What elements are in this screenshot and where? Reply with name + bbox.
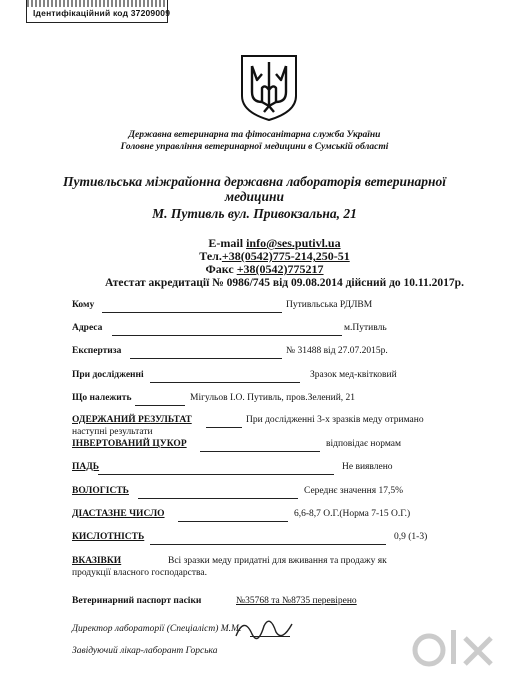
underline bbox=[98, 474, 334, 475]
field-label: Кому bbox=[72, 300, 95, 310]
lab-name-line-1: Путивльська міжрайонна державна лабораторія ветеринарної bbox=[63, 174, 446, 189]
field-value: Зразок мед-квітковий bbox=[310, 370, 397, 380]
field-label: Експертиза bbox=[72, 346, 122, 356]
trident-emblem-icon bbox=[238, 52, 300, 122]
lab-address: М. Путивль вул. Привокзальна, 21 bbox=[152, 206, 357, 221]
underline bbox=[130, 358, 282, 359]
acidity-label: КИСЛОТНІСТЬ bbox=[72, 532, 145, 542]
underline bbox=[150, 382, 300, 383]
underline bbox=[112, 335, 342, 336]
humidity-label: ВОЛОГІСТЬ bbox=[72, 486, 129, 496]
field-value: Путивльська РДЛВМ bbox=[286, 300, 373, 310]
underline bbox=[206, 427, 242, 428]
inverted-sugar-value: відповідає нормам bbox=[326, 439, 402, 449]
email-label: E-mail bbox=[208, 236, 247, 250]
field-value: № 31488 від 27.07.2015р. bbox=[286, 346, 388, 356]
underline bbox=[178, 521, 288, 522]
instructions-label: ВКАЗІВКИ bbox=[72, 556, 122, 566]
fax-line bbox=[0, 262, 509, 276]
field-label: При дослідженні bbox=[72, 370, 144, 380]
email-link[interactable]: info@ses.putivl.ua bbox=[246, 236, 341, 250]
lab-name-line-2: медицини bbox=[224, 189, 285, 204]
handwritten-signature bbox=[232, 612, 302, 646]
accreditation-line: Атестат акредитації № 0986/745 від 09.08.2014 дійсний до 10.11.2017р. bbox=[105, 277, 464, 289]
inverted-sugar-label: ІНВЕРТОВАНИЙ ЦУКОР bbox=[72, 439, 187, 449]
phone-line bbox=[0, 249, 509, 263]
underline bbox=[200, 451, 320, 452]
identification-code: Ідентифікаційний код 37209009 bbox=[33, 8, 171, 18]
humidity-value: Середнє значення 17,5% bbox=[304, 486, 403, 496]
obtained-result-value: При дослідженні 3-х зразків меду отримано bbox=[246, 415, 424, 425]
pad-value: Не виявлено bbox=[342, 462, 393, 472]
instructions-text-1: Всі зразки меду придатні для вживання та продажу як bbox=[168, 556, 387, 566]
field-recipient bbox=[72, 300, 442, 310]
acidity-value: 0,9 (1-3) bbox=[394, 532, 428, 542]
field-value: Мігульов І.О. Путивль, пров.Зелений, 21 bbox=[190, 393, 356, 403]
field-label: Що належить bbox=[72, 393, 132, 403]
phone-number: +38(0542)775-214,250-51 bbox=[221, 249, 350, 263]
obtained-result-continued: наступні результати bbox=[72, 427, 153, 437]
fax-number: +38(0542)775217 bbox=[236, 262, 324, 276]
director-signature-line: Директор лабораторії (Спеціаліст) М.М. bbox=[72, 624, 242, 634]
olx-watermark bbox=[409, 620, 501, 678]
underline bbox=[102, 312, 282, 313]
stamp-strip bbox=[27, 0, 167, 7]
vet-passport-value: №35768 та №8735 перевірено bbox=[236, 596, 357, 606]
obtained-result-label: ОДЕРЖАНИЙ РЕЗУЛЬТАТ bbox=[72, 415, 192, 425]
email-line bbox=[0, 236, 509, 250]
ministry-line-2: Головне управління ветеринарної медицини в Сумській області bbox=[120, 142, 389, 152]
vet-passport-label: Ветеринарний паспорт пасіки bbox=[72, 596, 202, 606]
pad-label: ПАДЬ bbox=[72, 462, 100, 472]
underline bbox=[135, 405, 185, 406]
underline bbox=[150, 544, 386, 545]
field-label: Адреса bbox=[72, 323, 103, 333]
instructions-text-2: продукції власного господарства. bbox=[72, 568, 207, 578]
underline bbox=[138, 498, 298, 499]
field-value: м.Путивль bbox=[344, 323, 387, 333]
fax-label: Факс bbox=[205, 262, 237, 276]
phone-label: Тел. bbox=[199, 249, 222, 263]
diastase-value: 6,6-8,7 О.Г.(Норма 7-15 О.Г.) bbox=[294, 509, 411, 519]
deputy-signature-line: Завідуючий лікар-лаборант Горська bbox=[72, 646, 218, 656]
identification-stamp bbox=[26, 0, 171, 23]
acidity bbox=[72, 532, 442, 542]
diastase-label: ДІАСТАЗНЕ ЧИСЛО bbox=[72, 509, 165, 519]
ministry-line-1: Державна ветеринарна та фітосанітарна служба України bbox=[128, 130, 381, 140]
